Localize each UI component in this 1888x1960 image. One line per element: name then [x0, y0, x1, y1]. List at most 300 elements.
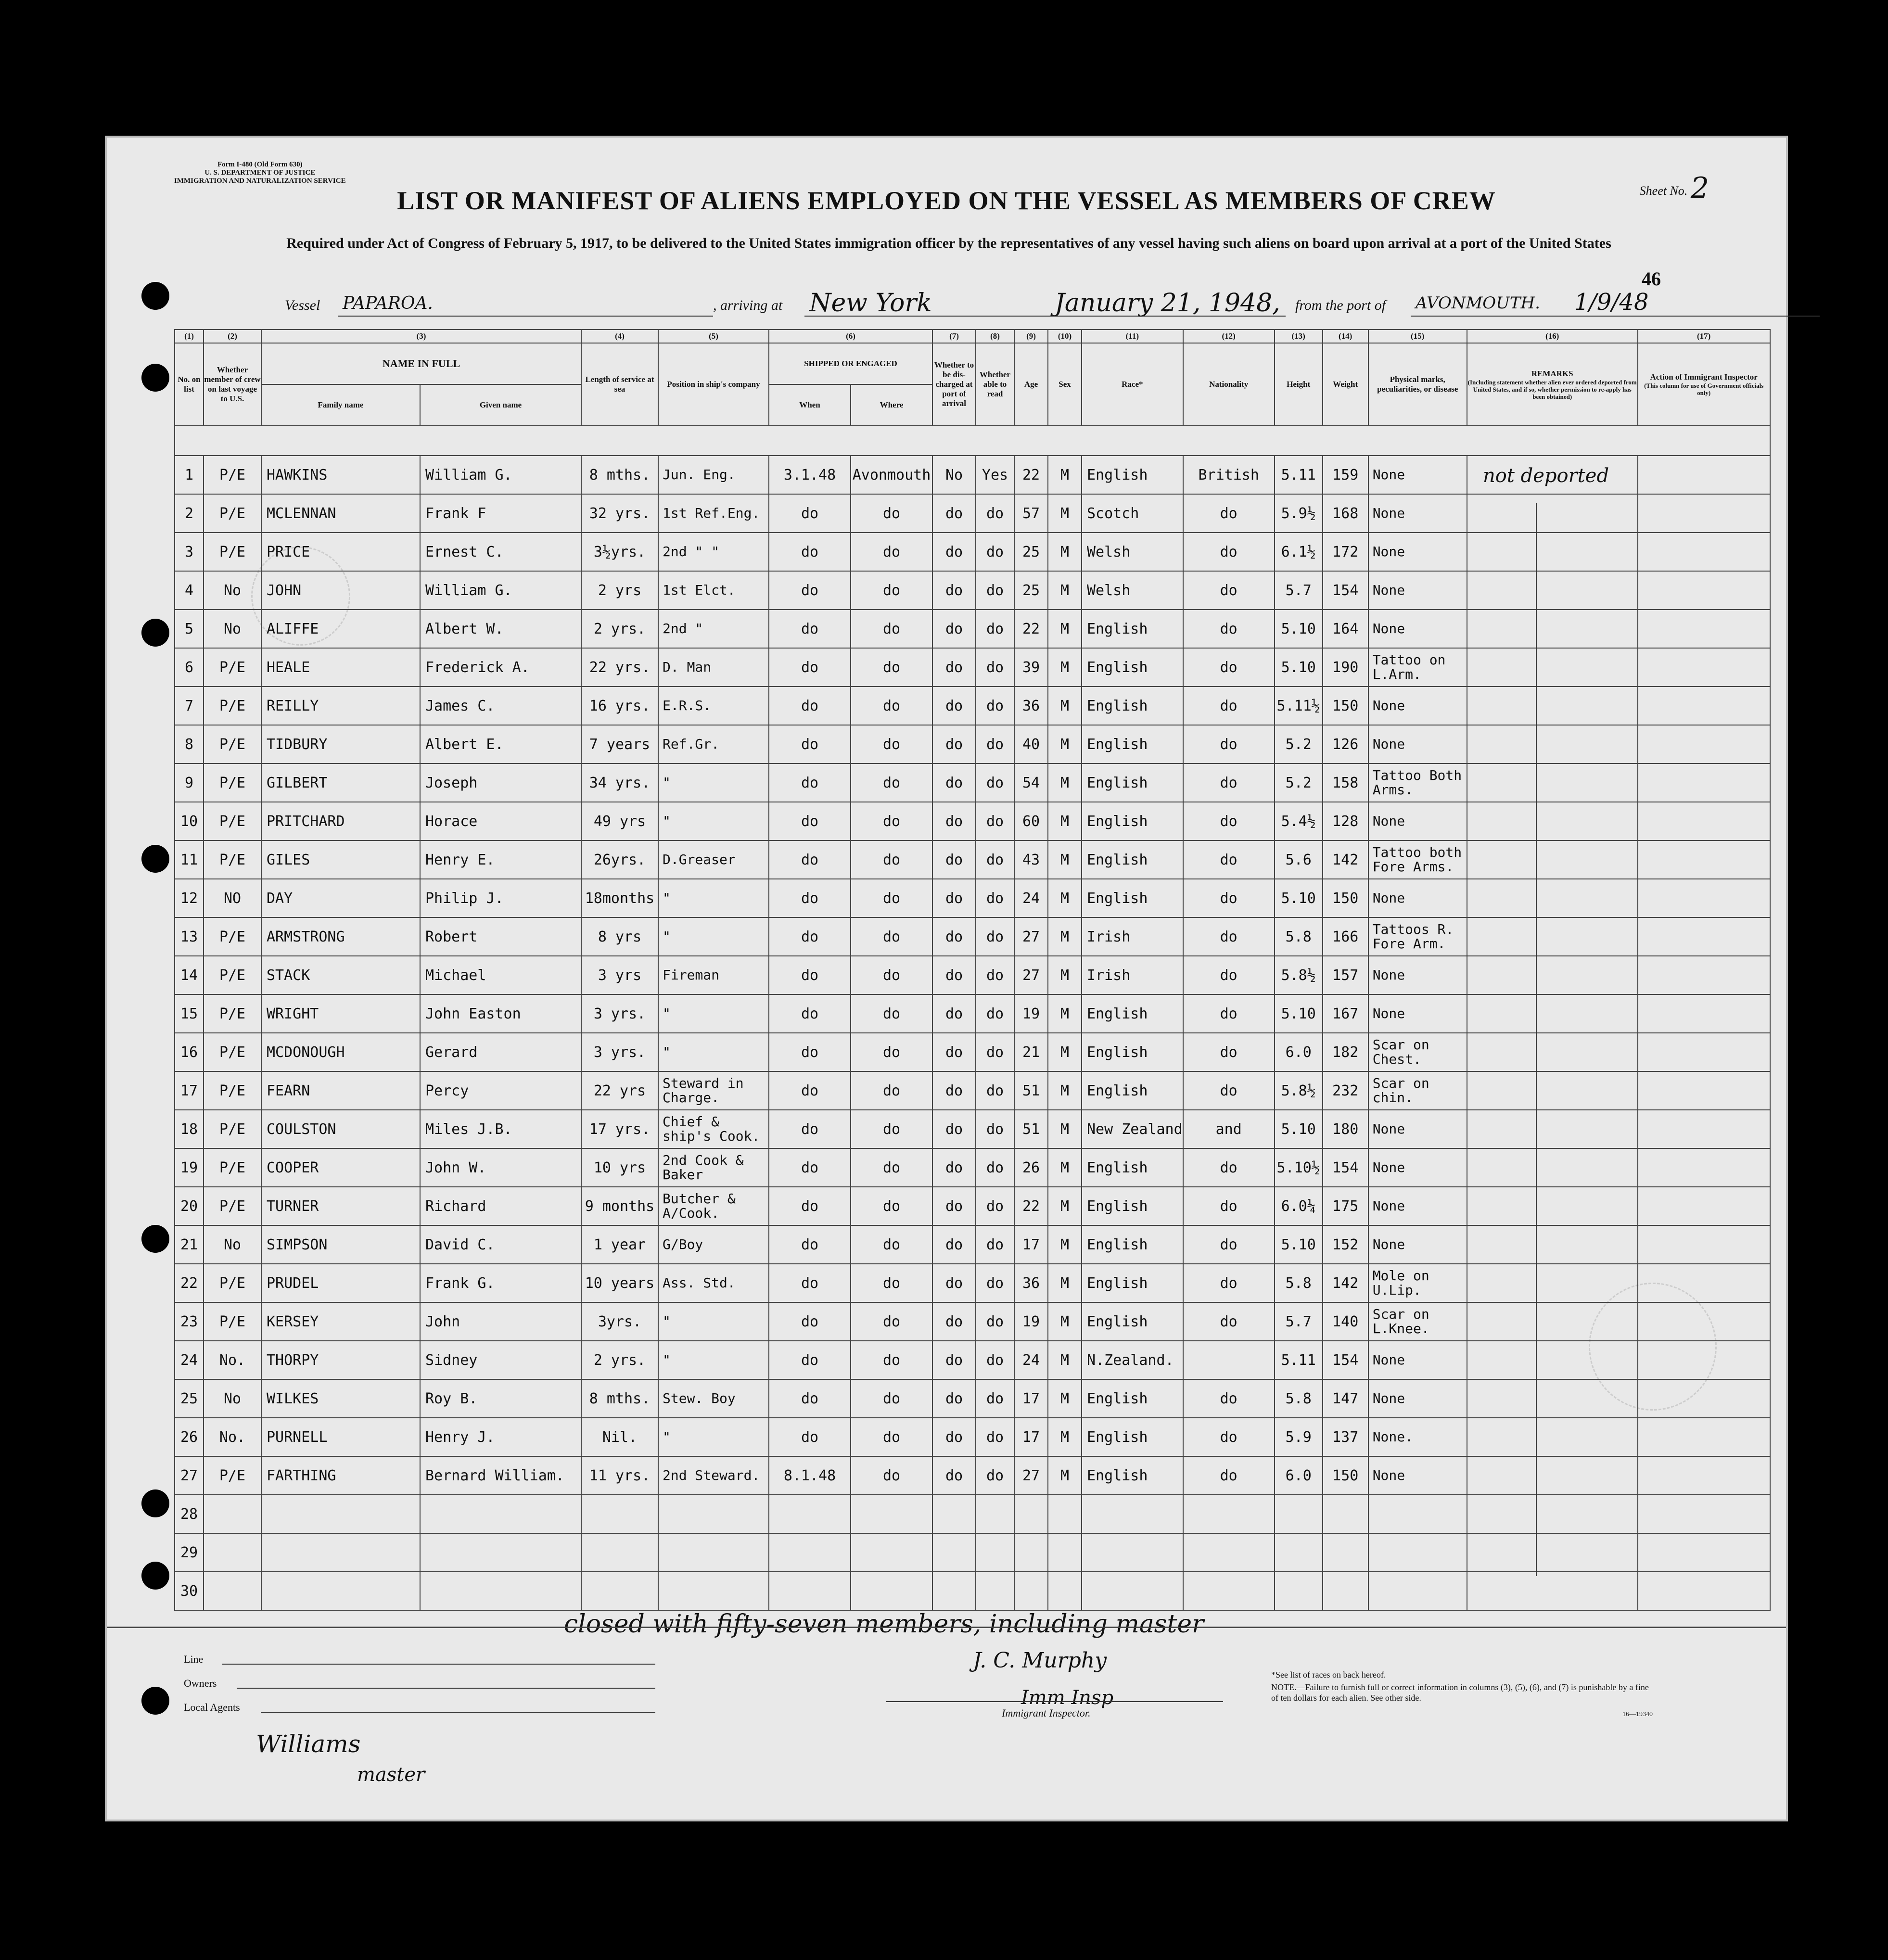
- header-action: [1638, 343, 1770, 426]
- cell-no: 13: [175, 917, 204, 956]
- cell-nationality: [1183, 1341, 1275, 1379]
- cell-height: 5.2: [1275, 764, 1323, 802]
- cell-age: 22: [1014, 456, 1048, 494]
- cell-where: do: [851, 764, 932, 802]
- cell-length: 26yrs.: [581, 840, 658, 879]
- cell-read: do: [976, 1341, 1014, 1379]
- page-number: 46: [1642, 268, 1661, 290]
- cell-family-name: JOHN: [261, 571, 420, 610]
- cell-when: do: [769, 764, 851, 802]
- cell-empty: [1368, 1533, 1467, 1572]
- header-given: Given name: [420, 384, 581, 426]
- cell-length: 8 mths.: [581, 456, 658, 494]
- cell-when: do: [769, 1225, 851, 1264]
- cell-where: do: [851, 725, 932, 764]
- cell-physical: None: [1368, 494, 1467, 533]
- cell-whether: P/E: [204, 764, 261, 802]
- cell-length: 8 yrs: [581, 917, 658, 956]
- footer-rule: [107, 1627, 1786, 1628]
- cell-when: do: [769, 840, 851, 879]
- cell-empty: [932, 1572, 976, 1610]
- cell-read: do: [976, 687, 1014, 725]
- cell-family-name: FARTHING: [261, 1456, 420, 1495]
- cell-nationality: do: [1183, 494, 1275, 533]
- cell-height: 5.11: [1275, 456, 1323, 494]
- from-label: from the port of: [1295, 297, 1386, 313]
- cell-sex: M: [1048, 1379, 1082, 1418]
- cell-race: English: [1082, 1264, 1183, 1302]
- col-num-10: (10): [1048, 330, 1082, 343]
- cell-discharged: do: [932, 994, 976, 1033]
- requirement-text: Required under Act of Congress of February 5, 1917, to be delivered to the United States immigration officer by the representatives of any vessel having such aliens on board upon arrival at a port of the United States: [286, 235, 1611, 251]
- cell-discharged: do: [932, 764, 976, 802]
- cell-when: do: [769, 1033, 851, 1071]
- cell-physical: Mole on U.Lip.: [1368, 1264, 1467, 1302]
- cell-whether: P/E: [204, 456, 261, 494]
- cell-read: do: [976, 1264, 1014, 1302]
- cell-physical: None: [1368, 456, 1467, 494]
- cell-empty: [1048, 1572, 1082, 1610]
- punch-hole: [141, 1225, 169, 1253]
- cell-sex: M: [1048, 687, 1082, 725]
- cell-age: 17: [1014, 1379, 1048, 1418]
- cell-read: do: [976, 879, 1014, 917]
- cell-empty: [851, 1495, 932, 1533]
- table-row: [175, 1418, 1770, 1456]
- cell-position: Fireman: [658, 956, 769, 994]
- cell-family-name: HAWKINS: [261, 456, 420, 494]
- cell-discharged: do: [932, 840, 976, 879]
- cell-given-name: Sidney: [420, 1341, 581, 1379]
- cell-whether: No: [204, 1225, 261, 1264]
- cell-family-name: REILLY: [261, 687, 420, 725]
- cell-no: 1: [175, 456, 204, 494]
- punch-hole: [141, 1562, 169, 1590]
- cell-whether: P/E: [204, 802, 261, 840]
- cell-whether: P/E: [204, 494, 261, 533]
- cell-family-name: GILES: [261, 840, 420, 879]
- cell-action: [1638, 879, 1770, 917]
- cell-empty: [1323, 1533, 1368, 1572]
- cell-length: 3 yrs: [581, 956, 658, 994]
- cell-length: 22 yrs.: [581, 648, 658, 687]
- col-num-8: (8): [976, 330, 1014, 343]
- cell-position: ": [658, 802, 769, 840]
- cell-sex: M: [1048, 1456, 1082, 1495]
- cell-empty: [1467, 1572, 1638, 1610]
- cell-read: do: [976, 1033, 1014, 1071]
- cell-empty: [1082, 1495, 1183, 1533]
- cell-age: 17: [1014, 1418, 1048, 1456]
- cell-nationality: do: [1183, 648, 1275, 687]
- cell-remarks: [1467, 571, 1638, 610]
- cell-where: do: [851, 1148, 932, 1187]
- cell-where: do: [851, 802, 932, 840]
- cell-whether: P/E: [204, 1033, 261, 1071]
- cell-remarks: [1467, 533, 1638, 571]
- cell-when: 3.1.48: [769, 456, 851, 494]
- agents-underline: [261, 1712, 655, 1713]
- vessel-label: Vessel: [285, 297, 320, 313]
- cell-position: Stew. Boy: [658, 1379, 769, 1418]
- cell-discharged: do: [932, 725, 976, 764]
- cell-height: 5.10: [1275, 994, 1323, 1033]
- cell-height: 5.11: [1275, 1341, 1323, 1379]
- cell-height: 6.0: [1275, 1456, 1323, 1495]
- cell-where: do: [851, 1033, 932, 1071]
- cell-empty: [1183, 1572, 1275, 1610]
- cell-no: 26: [175, 1418, 204, 1456]
- cell-height: 5.8: [1275, 1379, 1323, 1418]
- cell-empty: [658, 1533, 769, 1572]
- table-row: [175, 879, 1770, 917]
- cell-weight: 182: [1323, 1033, 1368, 1071]
- cell-when: do: [769, 1264, 851, 1302]
- header-weight: Weight: [1323, 343, 1368, 426]
- cell-whether: P/E: [204, 1148, 261, 1187]
- cell-remarks: [1467, 1225, 1638, 1264]
- table-row: [175, 610, 1770, 648]
- cell-race: N.Zealand.: [1082, 1341, 1183, 1379]
- cell-where: do: [851, 648, 932, 687]
- cell-discharged: do: [932, 1341, 976, 1379]
- cell-no: 8: [175, 725, 204, 764]
- cell-remarks: [1467, 725, 1638, 764]
- cell-whether: P/E: [204, 1302, 261, 1341]
- table-row: [175, 956, 1770, 994]
- cell-given-name: David C.: [420, 1225, 581, 1264]
- cell-no: 7: [175, 687, 204, 725]
- cell-weight: 128: [1323, 802, 1368, 840]
- cell-given-name: Frank G.: [420, 1264, 581, 1302]
- cell-weight: 190: [1323, 648, 1368, 687]
- cell-whether: P/E: [204, 917, 261, 956]
- cell-sex: M: [1048, 533, 1082, 571]
- cell-position: D. Man: [658, 648, 769, 687]
- crew-table: [174, 329, 1771, 1611]
- cell-when: do: [769, 1341, 851, 1379]
- cell-age: 60: [1014, 802, 1048, 840]
- cell-empty: [769, 1495, 851, 1533]
- cell-where: do: [851, 1302, 932, 1341]
- cell-physical: Tattoo both Fore Arms.: [1368, 840, 1467, 879]
- blank-row: [175, 1572, 1770, 1610]
- remarks-ditto-line: [1536, 503, 1537, 1576]
- cell-physical: None: [1368, 725, 1467, 764]
- cell-sex: M: [1048, 764, 1082, 802]
- cell-race: English: [1082, 802, 1183, 840]
- table-row: [175, 917, 1770, 956]
- cell-no: 16: [175, 1033, 204, 1071]
- action-note: (This column for use of Government officials only): [1644, 382, 1764, 396]
- cell-height: 5.10½: [1275, 1148, 1323, 1187]
- cell-height: 5.10: [1275, 1225, 1323, 1264]
- cell-weight: 140: [1323, 1302, 1368, 1341]
- cell-where: do: [851, 533, 932, 571]
- cell-given-name: William G.: [420, 456, 581, 494]
- cell-no: 10: [175, 802, 204, 840]
- cell-nationality: do: [1183, 687, 1275, 725]
- cell-empty: [1638, 1572, 1770, 1610]
- cell-given-name: Frederick A.: [420, 648, 581, 687]
- cell-discharged: do: [932, 1379, 976, 1418]
- cell-length: 2 yrs.: [581, 1341, 658, 1379]
- cell-length: 1 year: [581, 1225, 658, 1264]
- cell-length: 49 yrs: [581, 802, 658, 840]
- cell-nationality: do: [1183, 879, 1275, 917]
- header-name: NAME IN FULL: [261, 343, 581, 384]
- cell-weight: 154: [1323, 1341, 1368, 1379]
- cell-weight: 147: [1323, 1379, 1368, 1418]
- cell-nationality: do: [1183, 1148, 1275, 1187]
- cell-physical: None: [1368, 956, 1467, 994]
- cell-remarks: [1467, 1071, 1638, 1110]
- cell-height: 5.4½: [1275, 802, 1323, 840]
- cell-weight: 150: [1323, 687, 1368, 725]
- cell-position: ": [658, 917, 769, 956]
- cell-discharged: do: [932, 879, 976, 917]
- cell-given-name: Roy B.: [420, 1379, 581, 1418]
- cell-family-name: TURNER: [261, 1187, 420, 1225]
- cell-when: do: [769, 725, 851, 764]
- cell-weight: 166: [1323, 917, 1368, 956]
- cell-given-name: Bernard William.: [420, 1456, 581, 1495]
- cell-race: Irish: [1082, 917, 1183, 956]
- cell-empty: [1183, 1533, 1275, 1572]
- table-row: [175, 1225, 1770, 1264]
- cell-action: [1638, 1148, 1770, 1187]
- cell-whether: P/E: [204, 1187, 261, 1225]
- cell-given-name: John: [420, 1302, 581, 1341]
- cell-position: Steward in Charge.: [658, 1071, 769, 1110]
- cell-given-name: Frank F: [420, 494, 581, 533]
- cell-given-name: Michael: [420, 956, 581, 994]
- cell-empty: [1082, 1572, 1183, 1610]
- cell-position: ": [658, 1418, 769, 1456]
- closing-note: closed with fifty-seven members, including master: [564, 1610, 1204, 1639]
- cell-empty: [851, 1572, 932, 1610]
- cell-age: 26: [1014, 1148, 1048, 1187]
- table-row: [175, 1302, 1770, 1341]
- cell-action: [1638, 725, 1770, 764]
- cell-race: English: [1082, 1302, 1183, 1341]
- cell-weight: 126: [1323, 725, 1368, 764]
- cell-whether: No: [204, 1379, 261, 1418]
- table-row: [175, 802, 1770, 840]
- cell-weight: 168: [1323, 494, 1368, 533]
- cell-empty: [1048, 1533, 1082, 1572]
- arriving-underline: [804, 316, 1286, 317]
- cell-nationality: do: [1183, 725, 1275, 764]
- cell-family-name: GILBERT: [261, 764, 420, 802]
- cell-read: do: [976, 1187, 1014, 1225]
- cell-discharged: do: [932, 1225, 976, 1264]
- cell-nationality: do: [1183, 533, 1275, 571]
- cell-discharged: do: [932, 917, 976, 956]
- cell-when: do: [769, 571, 851, 610]
- cell-when: do: [769, 533, 851, 571]
- cell-action: [1638, 494, 1770, 533]
- cell-sex: M: [1048, 1187, 1082, 1225]
- cell-where: do: [851, 1418, 932, 1456]
- cell-empty: [1638, 1533, 1770, 1572]
- cell-age: 43: [1014, 840, 1048, 879]
- col-num-14: (14): [1323, 330, 1368, 343]
- header-read: Whether able to read: [976, 343, 1014, 426]
- cell-length: 3 yrs.: [581, 1033, 658, 1071]
- cell-length: 16 yrs.: [581, 687, 658, 725]
- blank-row: [175, 1533, 1770, 1572]
- header-nationality: Nationality: [1183, 343, 1275, 426]
- cell-whether: No.: [204, 1418, 261, 1456]
- cell-when: 8.1.48: [769, 1456, 851, 1495]
- cell-family-name: MCLENNAN: [261, 494, 420, 533]
- cell-sex: M: [1048, 648, 1082, 687]
- cell-action: [1638, 1418, 1770, 1456]
- cell-race: New Zealand: [1082, 1110, 1183, 1148]
- inspector-signature: J. C. Murphy: [973, 1648, 1107, 1673]
- cell-given-name: Ernest C.: [420, 533, 581, 571]
- cell-remarks: [1467, 687, 1638, 725]
- cell-family-name: COULSTON: [261, 1110, 420, 1148]
- cell-where: do: [851, 956, 932, 994]
- arriving-port: New York: [809, 289, 932, 318]
- cell-position: ": [658, 879, 769, 917]
- cell-empty: [1275, 1533, 1323, 1572]
- cell-read: do: [976, 802, 1014, 840]
- manifest-sheet: [105, 136, 1788, 1821]
- table-row: [175, 764, 1770, 802]
- cell-height: 6.0: [1275, 1033, 1323, 1071]
- cell-position: Butcher & A/Cook.: [658, 1187, 769, 1225]
- cell-action: [1638, 764, 1770, 802]
- cell-family-name: THORPY: [261, 1341, 420, 1379]
- cell-remarks: [1467, 994, 1638, 1033]
- cell-discharged: do: [932, 533, 976, 571]
- cell-where: do: [851, 1456, 932, 1495]
- cell-no: 2: [175, 494, 204, 533]
- cell-race: English: [1082, 1225, 1183, 1264]
- cell-nationality: do: [1183, 994, 1275, 1033]
- cell-weight: 150: [1323, 879, 1368, 917]
- cell-where: do: [851, 1341, 932, 1379]
- cell-read: do: [976, 610, 1014, 648]
- cell-age: 24: [1014, 1341, 1048, 1379]
- cell-where: do: [851, 1225, 932, 1264]
- cell-empty: [1323, 1495, 1368, 1533]
- cell-empty: [204, 1495, 261, 1533]
- cell-height: 5.11½: [1275, 687, 1323, 725]
- cell-read: do: [976, 725, 1014, 764]
- cell-height: 6.0¼: [1275, 1187, 1323, 1225]
- cell-age: 54: [1014, 764, 1048, 802]
- punch-hole: [141, 1489, 169, 1517]
- cell-length: Nil.: [581, 1418, 658, 1456]
- cell-read: do: [976, 533, 1014, 571]
- inspector-label: Immigrant Inspector.: [1002, 1707, 1091, 1719]
- cell-read: do: [976, 1225, 1014, 1264]
- cell-position: 2nd ": [658, 610, 769, 648]
- cell-physical: None: [1368, 687, 1467, 725]
- cell-race: Welsh: [1082, 571, 1183, 610]
- cell-race: Irish: [1082, 956, 1183, 994]
- cell-sex: M: [1048, 1033, 1082, 1071]
- cell-age: 27: [1014, 956, 1048, 994]
- cell-whether: P/E: [204, 1071, 261, 1110]
- cell-read: do: [976, 1418, 1014, 1456]
- header-physical: Physical marks, peculiarities, or disease: [1368, 343, 1467, 426]
- table-row: [175, 1148, 1770, 1187]
- cell-position: ": [658, 1341, 769, 1379]
- cell-family-name: HEALE: [261, 648, 420, 687]
- owners-label: Owners: [184, 1677, 217, 1689]
- cell-physical: Tattoo on L.Arm.: [1368, 648, 1467, 687]
- table-row: [175, 687, 1770, 725]
- table-row: [175, 533, 1770, 571]
- cell-action: [1638, 1187, 1770, 1225]
- cell-nationality: do: [1183, 1264, 1275, 1302]
- cell-given-name: Henry J.: [420, 1418, 581, 1456]
- cell-family-name: FEARN: [261, 1071, 420, 1110]
- cell-discharged: do: [932, 956, 976, 994]
- cell-whether: P/E: [204, 994, 261, 1033]
- cell-weight: 164: [1323, 610, 1368, 648]
- vessel-underline: [338, 316, 713, 317]
- cell-height: 5.10: [1275, 1110, 1323, 1148]
- cell-read: do: [976, 1379, 1014, 1418]
- agents-label: Local Agents: [184, 1701, 240, 1713]
- cell-given-name: William G.: [420, 571, 581, 610]
- cell-action: [1638, 610, 1770, 648]
- cell-length: 32 yrs.: [581, 494, 658, 533]
- header-whether: Whether member of crew on last voyage to U.S.: [204, 343, 261, 426]
- cell-length: 2 yrs: [581, 571, 658, 610]
- cell-sex: M: [1048, 1302, 1082, 1341]
- cell-no: 24: [175, 1341, 204, 1379]
- header-no: No. on list: [175, 343, 204, 426]
- cell-nationality: and: [1183, 1110, 1275, 1148]
- cell-height: 5.10: [1275, 879, 1323, 917]
- cell-action: [1638, 917, 1770, 956]
- cell-given-name: Albert E.: [420, 725, 581, 764]
- col-num-4: (4): [581, 330, 658, 343]
- cell-sex: M: [1048, 1225, 1082, 1264]
- cell-remarks: [1467, 802, 1638, 840]
- cell-empty: [658, 1572, 769, 1610]
- col-num-13: (13): [1275, 330, 1323, 343]
- cell-where: do: [851, 994, 932, 1033]
- cell-given-name: Miles J.B.: [420, 1110, 581, 1148]
- cell-action: [1638, 1033, 1770, 1071]
- col-num-2: (2): [204, 330, 261, 343]
- cell-family-name: TIDBURY: [261, 725, 420, 764]
- cell-when: do: [769, 1110, 851, 1148]
- table-row: [175, 1071, 1770, 1110]
- cell-position: 2nd Steward.: [658, 1456, 769, 1495]
- vessel-line: [285, 289, 1649, 320]
- cell-physical: Tattoos R. Fore Arm.: [1368, 917, 1467, 956]
- cell-where: do: [851, 494, 932, 533]
- cell-action: [1638, 456, 1770, 494]
- cell-empty: [420, 1533, 581, 1572]
- cell-no: 19: [175, 1148, 204, 1187]
- cell-action: [1638, 1302, 1770, 1341]
- cell-given-name: Richard: [420, 1187, 581, 1225]
- cell-empty: [1014, 1572, 1048, 1610]
- cell-empty: [1014, 1533, 1048, 1572]
- cell-discharged: do: [932, 1187, 976, 1225]
- cell-discharged: do: [932, 1302, 976, 1341]
